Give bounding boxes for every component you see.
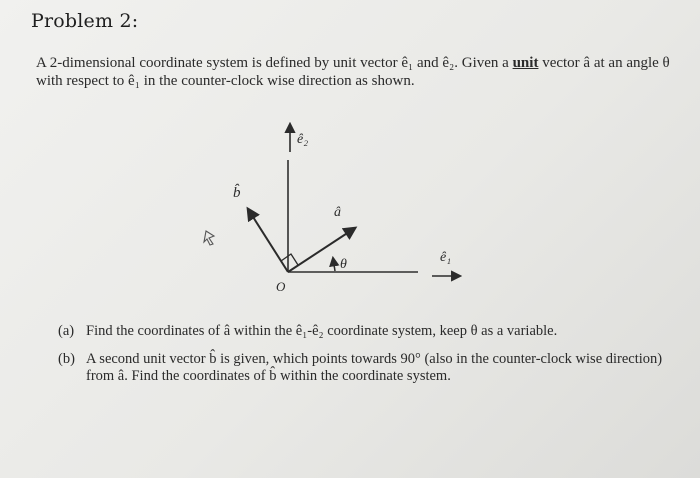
a-label: â bbox=[334, 205, 341, 220]
question-b bbox=[58, 351, 668, 386]
theta-arrow bbox=[333, 258, 335, 271]
e1-label: ê₁ bbox=[440, 250, 452, 265]
intro-emphasis: unit bbox=[512, 55, 539, 71]
theta-label: θ bbox=[340, 257, 347, 272]
question-a bbox=[58, 323, 668, 341]
origin-label: O bbox=[276, 279, 286, 294]
question-b-text: A second unit vector b̂ is given, which points towards 90° (also in the counter-clock wise direction) from â. Find the coordinates of b̂ within the coordinate system. bbox=[86, 350, 663, 384]
intro-text-2: vector â at an angle θ with respect to ê₁ in the counter-clock wise direction as shown. bbox=[36, 55, 670, 89]
question-b-label: (b) bbox=[58, 350, 75, 367]
problem-title: Problem 2: bbox=[31, 10, 139, 32]
b-label: b̂ bbox=[233, 185, 241, 201]
questions-list bbox=[58, 323, 668, 396]
question-a-text: Find the coordinates of â within the ê₁-ê₂ coordinate system, keep θ as a variable. bbox=[86, 323, 558, 339]
intro-text-1: A 2-dimensional coordinate system is defined by unit vector ê₁ and ê₂. Given a bbox=[36, 55, 513, 71]
question-a-label: (a) bbox=[58, 323, 75, 339]
cursor-icon bbox=[204, 231, 214, 245]
b-vector bbox=[248, 209, 288, 272]
e2-label: ê₂ bbox=[297, 132, 309, 147]
